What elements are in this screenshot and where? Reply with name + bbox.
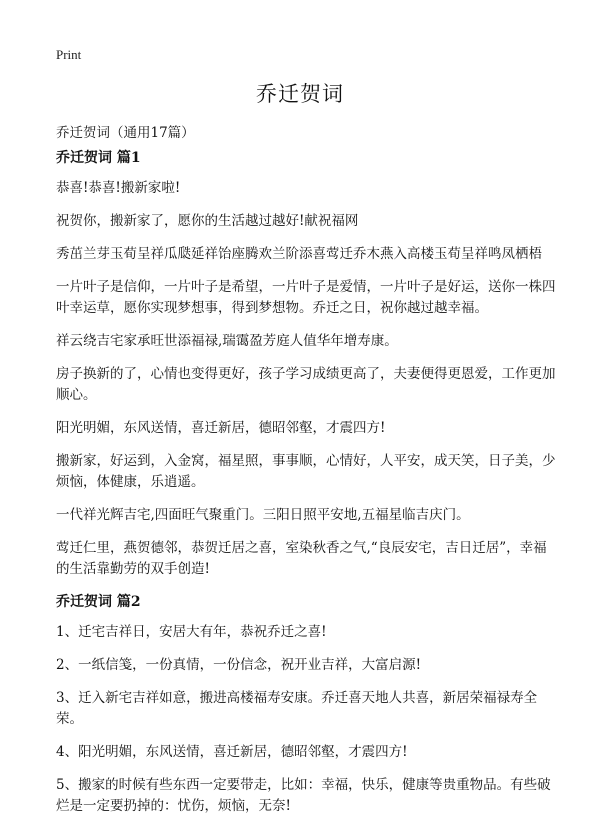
paragraph: 祝贺你，搬新家了，愿你的生活越过越好!献祝福网 [56,213,359,229]
paragraph: 房子换新的了，心情也变得更好，孩子学习成绩更高了，夫妻便得更恩爱，工作更加顺心。 [56,366,556,403]
section-heading: 乔迁贺词 篇1 [56,150,141,166]
paragraph: 搬新家，好运到，入金窝，福星照，事事顺，心情好，人平安，成天笑，日子美，少烦恼，体健康，乐逍遥。 [56,453,556,490]
paragraph: 秀茁兰芽玉荀呈祥瓜瓞延祥饴座腾欢兰阶添喜莺迁乔木燕入高楼玉荀呈祥鸣凤栖梧 [56,246,542,262]
print-link[interactable]: Print [56,47,82,62]
paragraph: 莺迁仁里，燕贺德邻，恭贺迁居之喜，室染秋香之气,“良辰安宅，吉日迁居”，幸福的生活靠勤劳的双手创造! [56,540,547,577]
list-item: 2、一纸信笺，一份真情，一份信念，祝开业吉祥，大富启源! [56,657,422,673]
list-item: 1、迁宅吉祥日，安居大有年，恭祝乔迁之喜! [56,624,327,640]
section-heading: 乔迁贺词 篇2 [56,594,141,610]
paragraph: 一代祥光辉吉宅,四面旺气聚重门。三阳日照平安地,五福星临吉庆门。 [56,507,470,523]
document-content [56,148,556,829]
page-title: 乔迁贺词 [256,82,344,106]
paragraph: 一片叶子是信仰，一片叶子是希望，一片叶子是爱情，一片叶子是好运，送你一株四叶幸运草，愿你实现梦想事，得到梦想物。乔迁之日，祝你越过越幸福。 [56,279,556,316]
list-item: 3、迁入新宅吉祥如意，搬进高楼福寿安康。乔迁喜天地人共喜，新居荣福禄寿全荣。 [56,690,538,727]
paragraph: 恭喜!恭喜!搬新家啦! [56,180,181,196]
list-item: 5、搬家的时候有些东西一定要带走，比如：幸福，快乐，健康等贵重物品。有些破烂是一定要扔掉的：忧伤，烦恼，无奈! [56,777,551,814]
list-item: 4、阳光明媚，东风送情，喜迁新居，德昭邻壑，才震四方! [56,744,408,760]
section-1 [56,148,556,580]
paragraph: 祥云绕吉宅家承旺世添福禄,瑞霭盈芳庭人值华年增寿康。 [56,333,398,349]
document-subtitle: 乔迁贺词（通用17篇） [56,125,195,141]
paragraph: 阳光明媚，东风送情，喜迁新居，德昭邻壑，才震四方! [56,420,386,436]
section-2 [56,592,556,817]
